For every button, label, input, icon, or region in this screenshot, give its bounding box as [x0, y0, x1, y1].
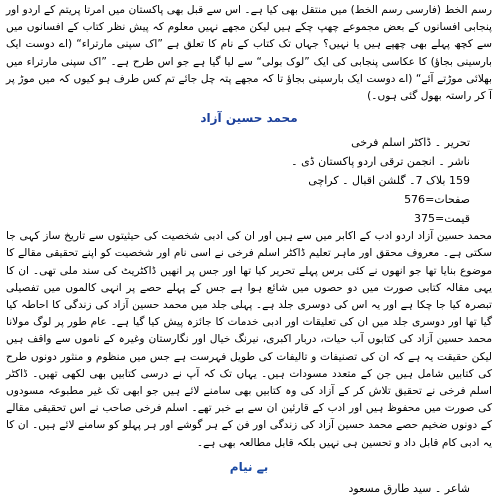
book-credits — [6, 133, 470, 228]
credit-pages: صفحات=576 — [404, 193, 470, 207]
credit-publisher: ناشر ۔ انجمن ترقی اردو پاکستان ڈی ۔ — [291, 155, 470, 169]
intro-paragraph: رسم الخط (فارسی رسم الخط) میں منتقل بھی کیا ہے۔ اس سے قبل بھی پاکستان میں امرتا پریتم کے اردو اور پنجابی افسانوں کے بعض مجموعے چھپ چکے ہیں لیکن مجھے نہیں معلوم کہ پیش نظر کتاب کے افسانوں میں سے کچھ پہلے بھی چھپے ہیں یا نہیں؟ جہاں تک کتاب کے نام کا تعلق ہے ”اک سپنی مارتراء“ (اے دوست ایک بارسینی بجاؤ) کا عکاسی پنجابی کی ایک ”لوک بولی“ سے لیا گیا ہے جو اس طرح ہے۔ ”اک سپنی مارتراء میں بھلائی موڑتے آئے“ (اے دوست ایک بارسینی بجاؤ تا کہ مجھے پتہ چل جائے تم کس طرف ہو کیوں کہ میں موڑ پر آ کر راستہ بھول گئی ہوں۔) — [6, 4, 492, 103]
poet-credit: شاعر ۔ سید طارق مسعود — [348, 481, 470, 495]
credit-price: قیمت=375 — [414, 212, 470, 226]
credit-address: 159 بلاک 7۔ گلشن اقبال ۔ کراچی — [308, 174, 470, 188]
review-paragraph: محمد حسین آزاد اردو ادب کے اکابر میں سے ہیں اور ان کی ادبی شخصیت کی حیثیتوں سے تاریخ ساز کہی جا سکتی ہے۔ معروف محقق اور ماہر تعلیم ڈاکٹر اسلم فرخی نے اسی نام اور شخصیت کو اپنے تحقیقی مقالے کا موضوع بنایا تھا جو انھوں نے کئی برس پہلے تحریر کیا تھا اور جس پر انھیں ڈاکٹریٹ کی سند ملی تھی۔ ان کا یہی مقالہ کتابی صورت میں دو حصوں میں شائع ہوا ہے جس کے پہلے حصے پر انہی کالموں میں تفصیلی تبصرہ کیا جا چکا ہے اور یہ اس کی دوسری جلد ہے۔ پہلی جلد میں محمد حسین آزاد کی زندگی کا احاطہ کیا گیا تھا اور دوسری جلد میں ان کی تعلیقات اور ادبی خدمات کا جائزہ پیش کیا گیا ہے۔ عام طور پر لوگ مولانا محمد حسین آزاد کی کتابوں آب حیات، دربار اکبری، نیرنگ خیال اور نگارستان وغیرہ کے ناموں سے واقف ہیں لیکن حقیقت یہ ہے کہ ان کی تصنیفات و تالیفات کی طویل فہرست ہے جس میں منظوم و منثور دونوں طرح کی کتابیں شامل ہیں جن کے متعدد مسودات ہیں۔ یہاں تک کہ آپ نے درسی کتابیں بھی لکھی تھیں۔ ڈاکٹر اسلم فرخی نے تحقیق تلاش کر کے آزاد کی وہ کتابیں بھی سامنے لائے ہیں جو ابھی تک غیر مطبوعہ مسودوں کی صورت میں محفوظ ہیں اور ادب کے قارئین ان سے بے خبر تھے۔ اسلم فرخی صاحب نے اس تحقیقی مقالے کے دونوں ضخیم حصے محمد حسین آزاد کی زندگی اور فن کے ہر گوشے اور ہر پہلو کو سامنے لائے ہیں۔ ان کا یہ ادبی کام قابل داد و تحسین ہی نہیں بلکہ قابل مطالعہ بھی ہے۔ — [6, 230, 492, 449]
section-title: محمد حسین آزاد — [200, 111, 298, 126]
second-section-title: بے نیام — [229, 459, 269, 474]
credit-author: تحریر ۔ ڈاکٹر اسلم فرخی — [351, 136, 470, 150]
